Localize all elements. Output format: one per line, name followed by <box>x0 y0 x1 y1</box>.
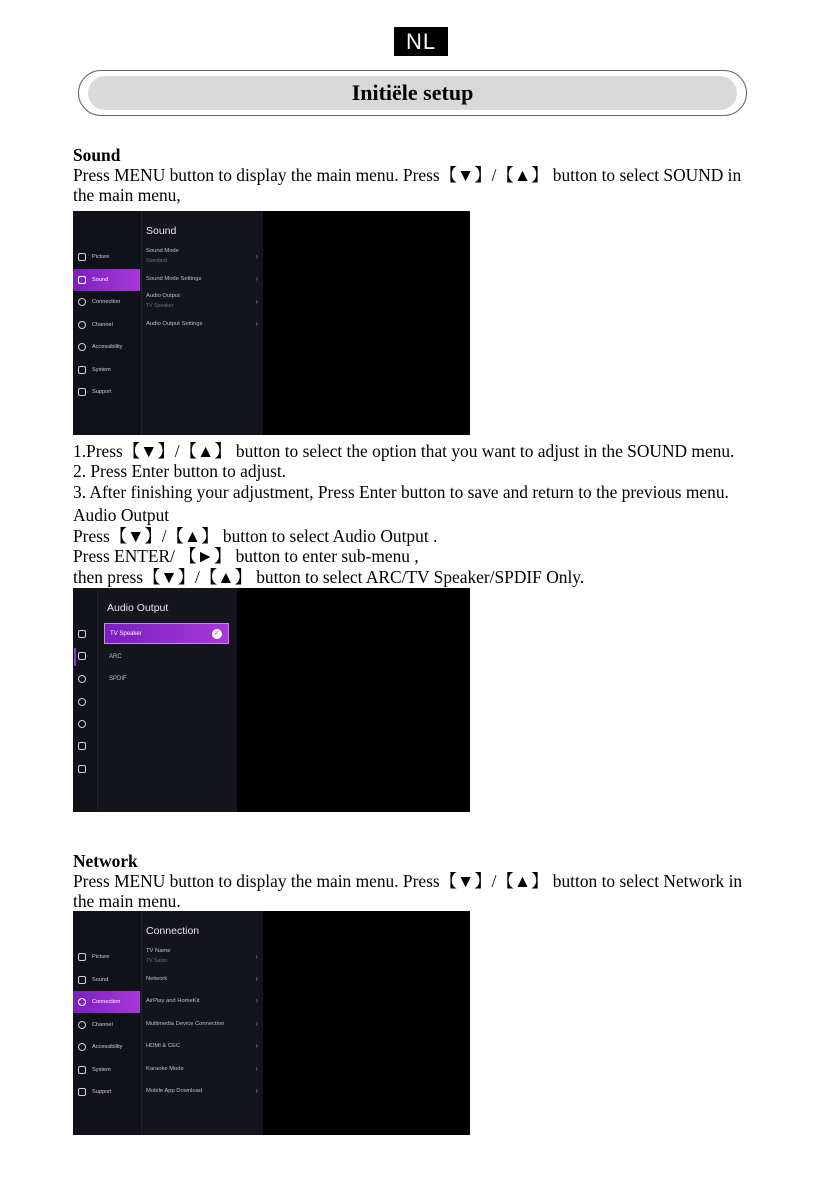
menu-row-hdmi-cec[interactable]: HDMI & CEC › <box>146 1041 258 1050</box>
nav-connection[interactable]: Connection <box>73 991 140 1013</box>
banner-title: Initiële setup <box>88 76 737 110</box>
selection-indicator <box>74 648 76 666</box>
system-icon <box>78 742 86 750</box>
system-icon <box>78 366 86 374</box>
connection-panel <box>141 911 263 1135</box>
support-icon <box>78 765 86 773</box>
audio-output-panel <box>97 588 237 812</box>
settings-sidebar <box>73 211 141 435</box>
collapsed-sidebar <box>73 588 97 812</box>
picture-icon <box>78 630 86 638</box>
connection-menu-screenshot <box>73 911 470 1135</box>
panel-title: Audio Output <box>107 602 169 614</box>
speaker-icon <box>78 276 86 284</box>
menu-row-audio-output[interactable]: Audio Output TV Speaker › <box>146 293 258 309</box>
language-badge: NL <box>394 27 448 56</box>
chevron-right-icon: › <box>255 274 258 283</box>
panel-title: Sound <box>146 225 177 237</box>
audio-output-line2: Press ENTER/ 【►】 button to enter sub-menu , <box>73 546 419 566</box>
chevron-right-icon: › <box>255 996 258 1005</box>
step-2: 2. Press Enter button to adjust. <box>73 461 287 481</box>
speaker-icon <box>78 652 86 660</box>
option-spdif[interactable]: SPDIF <box>109 675 127 682</box>
audio-output-screenshot <box>73 588 470 812</box>
speaker-icon <box>78 976 86 984</box>
nav-support[interactable]: Support <box>73 381 140 403</box>
network-heading: Network <box>73 851 138 871</box>
audio-output-line1: Press【▼】/【▲】 button to select Audio Output . <box>73 526 438 546</box>
chevron-right-icon: › <box>255 974 258 983</box>
nav-picture[interactable]: Picture <box>73 946 140 968</box>
menu-row-sound-mode[interactable]: Sound Mode Standard › <box>146 248 258 264</box>
menu-row-mobile-app[interactable]: Mobile App Download › <box>146 1086 258 1095</box>
channel-icon <box>78 321 86 329</box>
section-banner <box>78 70 747 116</box>
chevron-right-icon: › <box>255 297 258 306</box>
globe-icon <box>78 298 86 306</box>
option-tv-speaker[interactable]: TV Speaker ✓ <box>104 623 229 644</box>
step-3: 3. After finishing your adjustment, Press Enter button to save and return to the previous menu. <box>73 482 729 502</box>
chevron-right-icon: › <box>255 1019 258 1028</box>
nav-sound[interactable]: Sound <box>73 969 140 991</box>
chevron-right-icon: › <box>255 1041 258 1050</box>
globe-icon <box>78 998 86 1006</box>
menu-row-karaoke[interactable]: Karaoke Mode › <box>146 1064 258 1073</box>
settings-sidebar <box>73 911 141 1135</box>
accessibility-icon <box>78 343 86 351</box>
sound-panel <box>141 211 263 435</box>
option-arc[interactable]: ARC <box>109 653 122 660</box>
chevron-right-icon: › <box>255 1086 258 1095</box>
chevron-right-icon: › <box>255 252 258 261</box>
menu-row-airplay[interactable]: AirPlay and HomeKit › <box>146 996 258 1005</box>
audio-output-heading: Audio Output <box>73 505 170 525</box>
nav-accessibility[interactable]: Accessibility <box>73 1036 140 1058</box>
nav-sound[interactable]: Sound <box>73 269 140 291</box>
sound-paragraph-line2: the main menu, <box>73 185 181 205</box>
menu-row-network[interactable]: Network › <box>146 974 258 983</box>
nav-picture[interactable]: Picture <box>73 246 140 268</box>
sound-menu-screenshot <box>73 211 470 435</box>
picture-icon <box>78 953 86 961</box>
network-paragraph-line1: Press MENU button to display the main menu. Press【▼】/【▲】 button to select Network in <box>73 871 743 891</box>
picture-icon <box>78 253 86 261</box>
checkmark-icon: ✓ <box>212 629 222 639</box>
chevron-right-icon: › <box>255 1064 258 1073</box>
chevron-right-icon: › <box>255 952 258 961</box>
menu-row-multimedia[interactable]: Multimedia Device Connection › <box>146 1019 258 1028</box>
menu-row-sound-mode-settings[interactable]: Sound Mode Settings › <box>146 274 258 283</box>
chevron-right-icon: › <box>255 319 258 328</box>
network-paragraph-line2: the main menu. <box>73 891 181 911</box>
nav-channel[interactable]: Channel <box>73 1014 140 1036</box>
audio-output-line3: then press【▼】/【▲】 button to select ARC/TV Speaker/SPDIF Only. <box>73 567 585 587</box>
support-icon <box>78 388 86 396</box>
nav-support[interactable]: Support <box>73 1081 140 1103</box>
accessibility-icon <box>78 720 86 728</box>
channel-icon <box>78 1021 86 1029</box>
nav-system[interactable]: System <box>73 359 140 381</box>
nav-accessibility[interactable]: Accessibility <box>73 336 140 358</box>
system-icon <box>78 1066 86 1074</box>
panel-title: Connection <box>146 925 200 937</box>
sound-heading: Sound <box>73 145 121 165</box>
globe-icon <box>78 675 86 683</box>
nav-connection[interactable]: Connection <box>73 291 140 313</box>
nav-system[interactable]: System <box>73 1059 140 1081</box>
step-1: 1.Press【▼】/【▲】 button to select the option that you want to adjust in the SOUND menu. <box>73 441 735 461</box>
sound-paragraph-line1: Press MENU button to display the main menu. Press【▼】/【▲】 button to select SOUND in <box>73 165 742 185</box>
nav-channel[interactable]: Channel <box>73 314 140 336</box>
channel-icon <box>78 698 86 706</box>
menu-row-tv-name[interactable]: TV Name TV Salon › <box>146 948 258 964</box>
menu-row-audio-output-settings[interactable]: Audio Output Settings › <box>146 319 258 328</box>
accessibility-icon <box>78 1043 86 1051</box>
support-icon <box>78 1088 86 1096</box>
